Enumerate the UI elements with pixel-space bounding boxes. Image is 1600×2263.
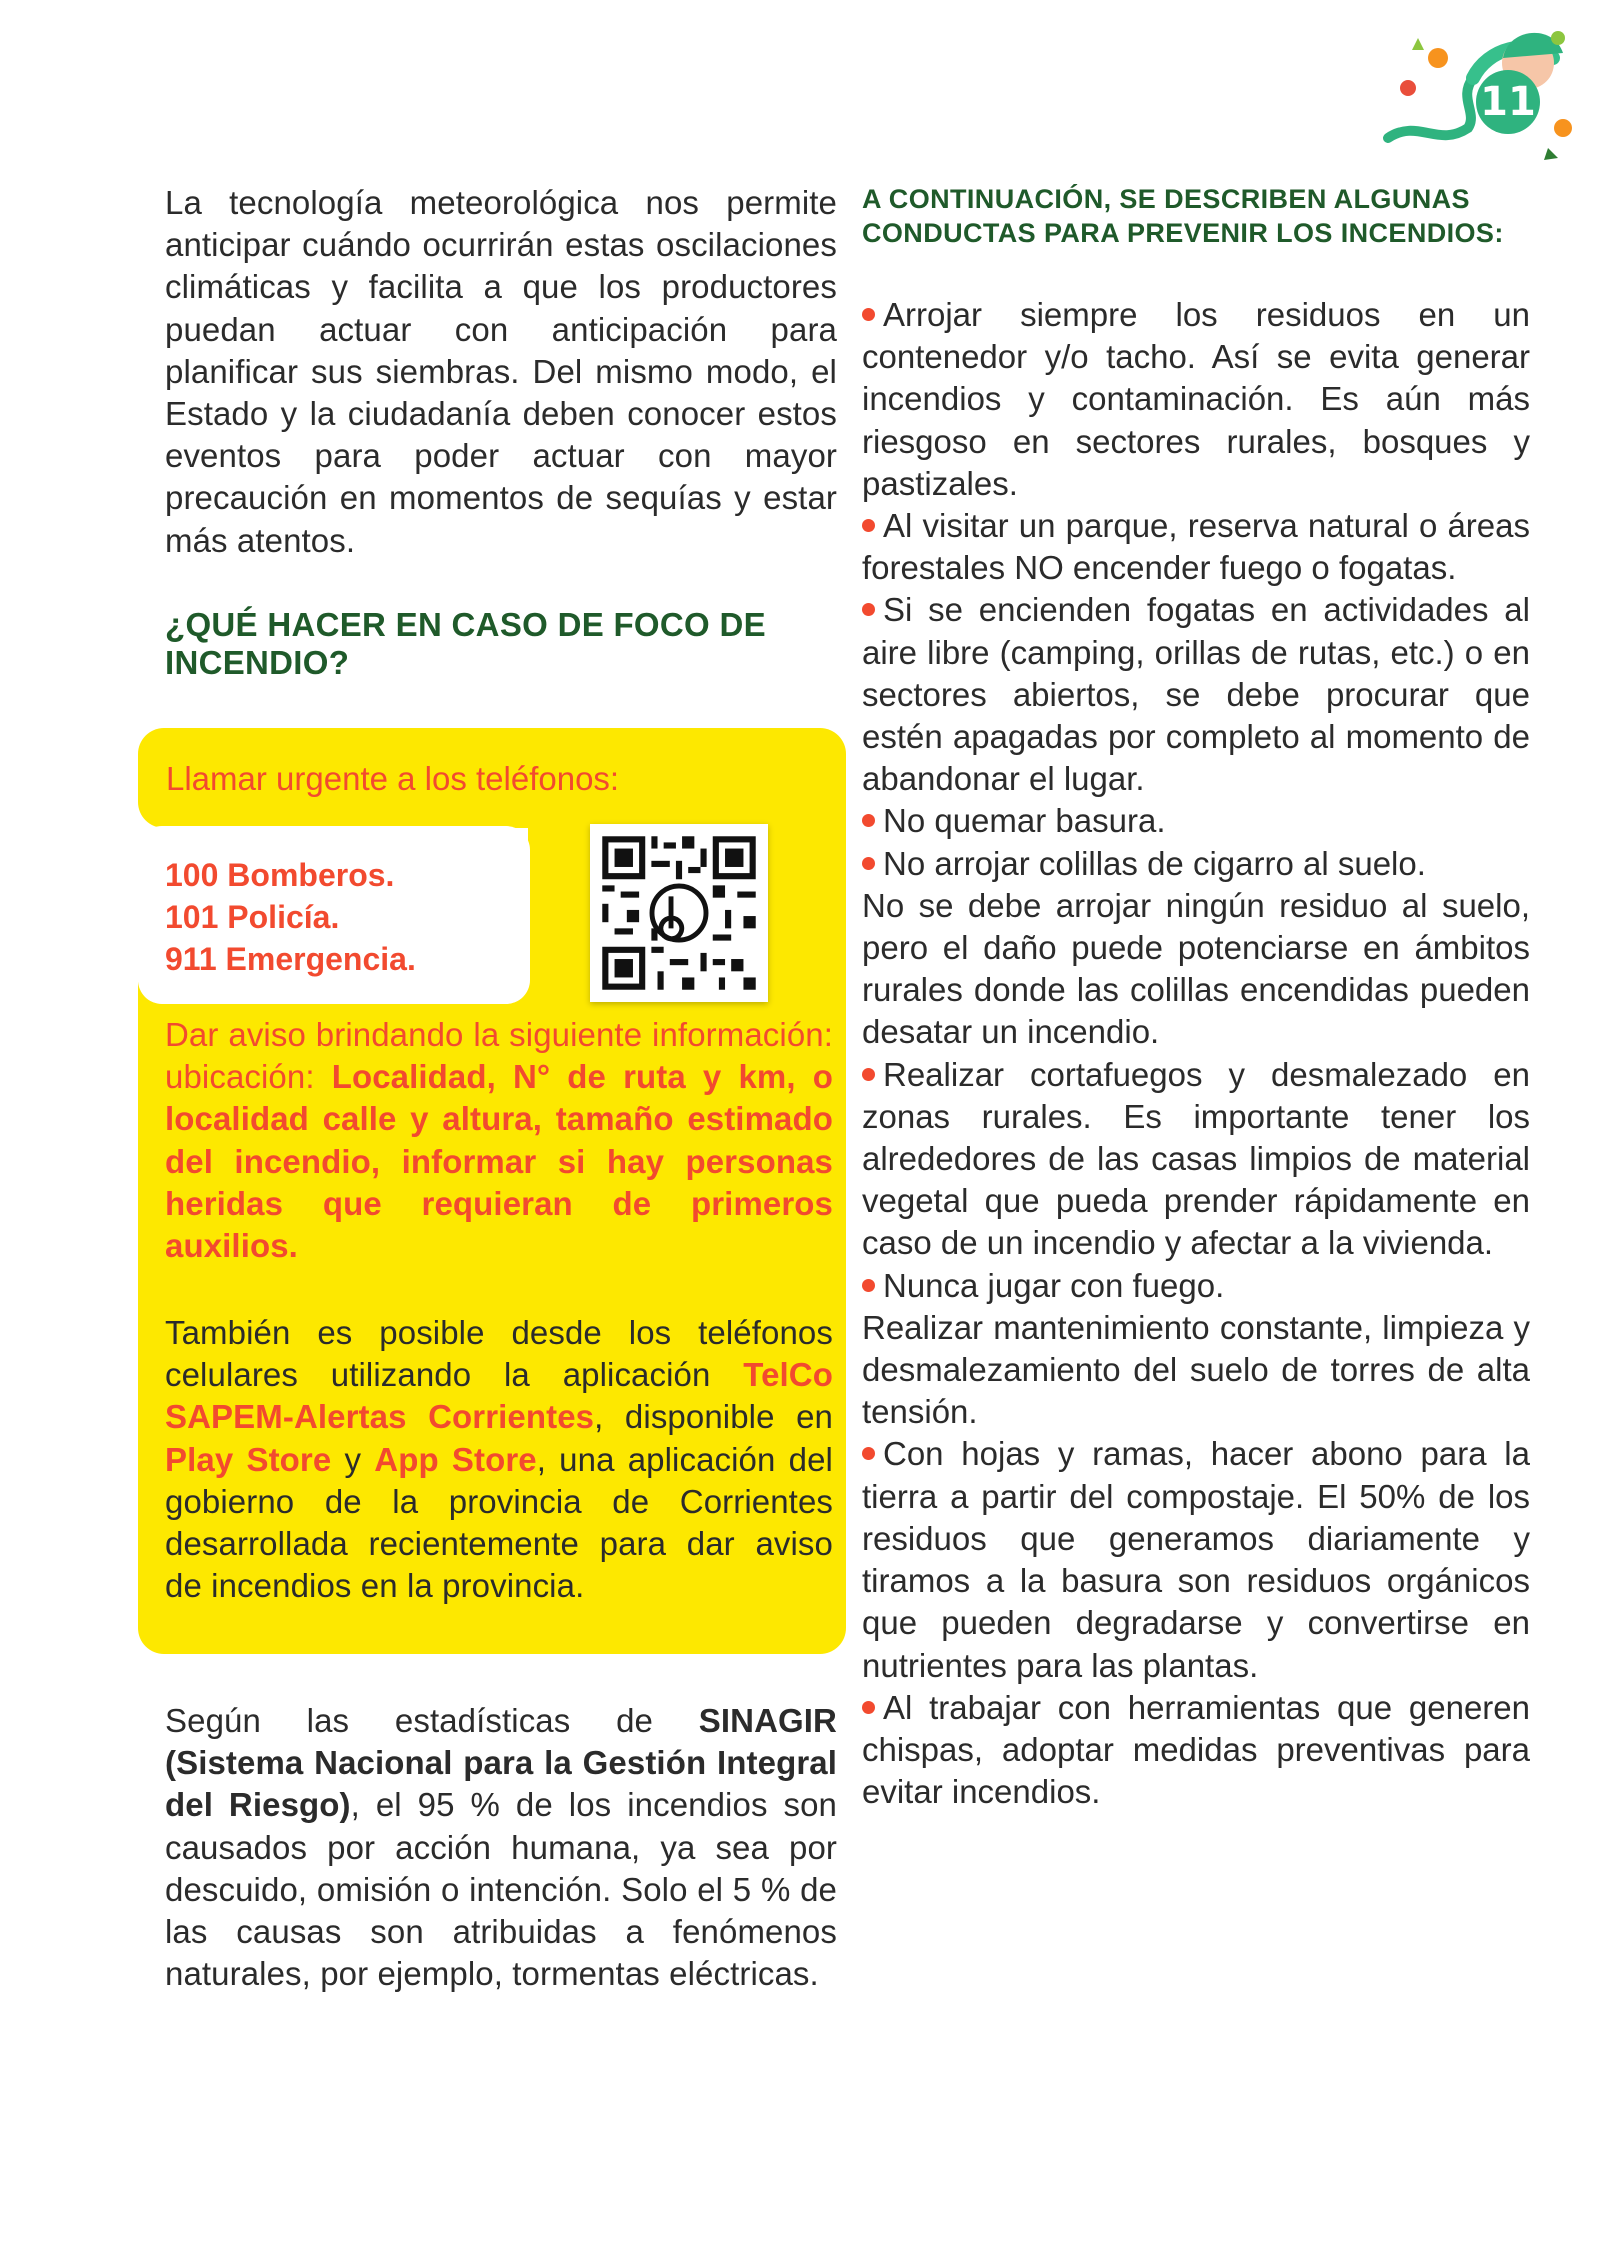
prevention-item: [862, 1054, 1530, 1265]
app-text-4: , una aplicación del gobierno de la provincia de Corrientes desarrollada recientemente para dar aviso de incendios en la provincia.: [165, 1440, 833, 1605]
prevention-item-text: Si se encienden fogatas en actividades al aire libre (camping, orillas de rutas, etc.) o en sectores abiertos, se debe procurar que estén apagadas por completo al momento de abandonar el lugar.: [862, 591, 1530, 798]
prevention-item: [862, 843, 1530, 885]
prevention-item: [862, 1307, 1530, 1434]
prevention-item: [862, 800, 1530, 842]
stats-bold: SINAGIR (Sistema Nacional para la Gestión Integral del Riesgo): [165, 1702, 837, 1824]
prevention-item-text: Al visitar un parque, reserva natural o áreas forestales NO encender fuego o fogatas.: [862, 507, 1530, 587]
bullet-dot-icon: [862, 814, 875, 827]
section-heading-fire: ¿QUÉ HACER EN CASO DE FOCO DE INCENDIO?: [165, 605, 766, 681]
prevention-item-text: Nunca jugar con fuego.: [883, 1266, 1225, 1304]
bullet-dot-icon: [862, 1068, 875, 1081]
bullet-dot-icon: [862, 1447, 875, 1460]
prevention-item: [862, 505, 1530, 589]
app-name-link[interactable]: TelCo SAPEM-Alertas Corrientes: [165, 1356, 833, 1436]
stats-paragraph: [165, 1700, 837, 1995]
bullet-dot-icon: [862, 308, 875, 321]
prevention-list: [862, 294, 1530, 1813]
app-paragraph: [165, 1312, 833, 1607]
prevention-item: [862, 885, 1530, 1054]
phone-emergencia: 911 Emergencia.: [165, 941, 416, 977]
emergency-callout: [138, 728, 846, 1654]
app-store-link[interactable]: App Store: [374, 1440, 537, 1478]
prevention-item: [862, 589, 1530, 800]
phone-bomberos: 100 Bomberos.: [165, 857, 395, 893]
phone-list: [165, 854, 416, 980]
prevention-item: [862, 294, 1530, 505]
bullet-dot-icon: [862, 857, 875, 870]
bullet-dot-icon: [862, 1279, 875, 1292]
left-column: [165, 182, 837, 682]
app-text-3: y: [344, 1440, 362, 1478]
info-paragraph: [165, 1014, 833, 1267]
prevention-item-text: Con hojas y ramas, hacer abono para la tierra a partir del compostaje. El 50% de los residuos que generamos diariamente y tiramos a la basura son residuos orgánicos que pueden degradarse y convertirse en nutrientes para las plantas.: [862, 1435, 1530, 1684]
right-column: [862, 182, 1530, 1813]
section-heading-prevention: A CONTINUACIÓN, SE DESCRIBEN ALGUNAS CONDUCTAS PARA PREVENIR LOS INCENDIOS:: [862, 184, 1504, 248]
call-title: Llamar urgente a los teléfonos:: [166, 760, 620, 797]
prevention-item-text: No quemar basura.: [883, 802, 1166, 840]
page-number: 11: [1476, 70, 1540, 134]
prevention-item-text: No arrojar colillas de cigarro al suelo.: [883, 844, 1426, 882]
qr-code[interactable]: [590, 824, 768, 1002]
prevention-item-text: No se debe arrojar ningún residuo al suelo, pero el daño puede potenciarse en ámbitos rurales donde las colillas encendidas pueden desatar un incendio.: [862, 886, 1530, 1051]
prevention-item: [862, 1433, 1530, 1686]
intro-paragraph: La tecnología meteorológica nos permite anticipar cuándo ocurrirán estas oscilaciones climáticas y facilita a que los productores puedan actuar con anticipación para planificar sus siembras. Del mismo modo, el Estado y la ciudadanía deben conocer estos eventos para poder actuar con mayor precaución en momentos de sequías y estar más atentos.: [165, 184, 837, 559]
prevention-item-text: Realizar cortafuegos y desmalezado en zonas rurales. Es importante tener los alrededores de las casas limpios de material vegetal que pueda prender rápidamente en caso de un incendio y afectar a la vivienda.: [862, 1055, 1530, 1262]
phone-policia: 101 Policía.: [165, 899, 340, 935]
app-text-2: , disponible en: [594, 1398, 833, 1436]
prevention-item: [862, 1265, 1530, 1307]
bullet-dot-icon: [862, 603, 875, 616]
info-bold: Localidad, N° de ruta y km, o localidad calle y altura, tamaño estimado del incendio, informar si hay personas heridas que requieran de primeros auxilios.: [165, 1058, 833, 1265]
stats-text-1: Según las estadísticas de: [165, 1702, 654, 1739]
prevention-item-text: Al trabajar con herramientas que generen chispas, adoptar medidas preventivas para evitar incendios.: [862, 1688, 1530, 1811]
play-store-link[interactable]: Play Store: [165, 1440, 332, 1478]
stats-block: [165, 1700, 837, 1995]
stats-text-2: , el 95 % de los incendios son causados por acción humana, ya sea por descuido, omisión o intención. Solo el 5 % de las causas son atribuidas a fenómenos naturales, por ejemplo, tormentas eléctricas.: [165, 1786, 837, 1993]
prevention-item-text: Arrojar siempre los residuos en un contenedor y/o tacho. Así se evita generar incendios y contaminación. Es aún más riesgoso en sectores rurales, bosques y pastizales.: [862, 296, 1530, 502]
app-text-1: También es posible desde los teléfonos celulares utilizando la aplicación: [165, 1314, 833, 1394]
prevention-item-text: Realizar mantenimiento constante, limpieza y desmalezamiento del suelo de torres de alta tensión.: [862, 1308, 1530, 1431]
bullet-dot-icon: [862, 519, 875, 532]
prevention-item: [862, 1687, 1530, 1814]
bullet-dot-icon: [862, 1701, 875, 1714]
info-lead: Dar aviso brindando la siguiente información: ubicación:: [165, 1016, 833, 1096]
